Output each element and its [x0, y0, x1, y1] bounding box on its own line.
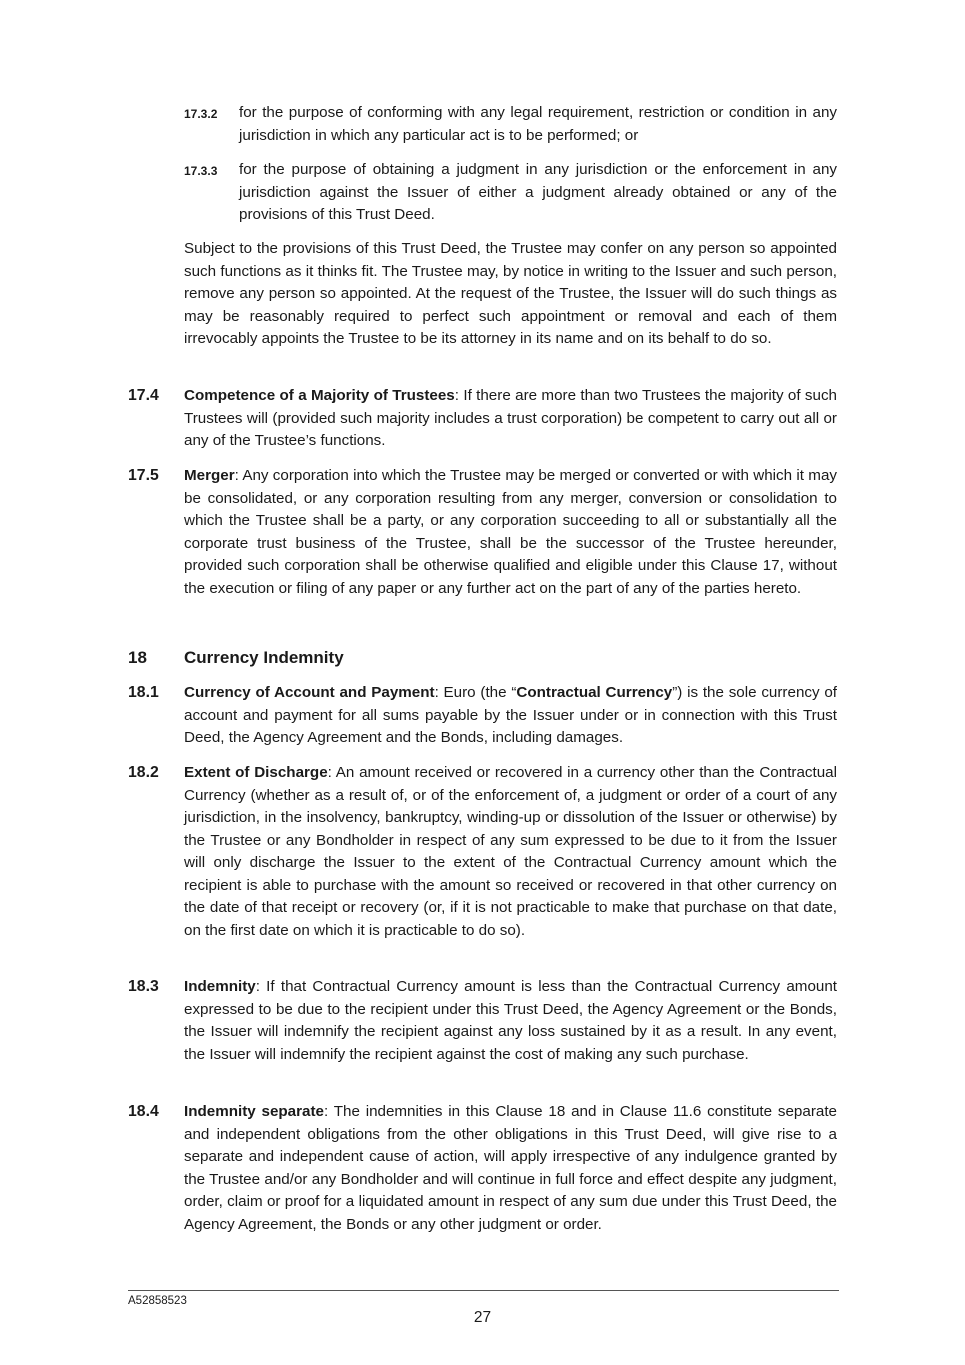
- clause-18-1: [128, 682, 837, 750]
- subclause-17-3-2: [184, 102, 837, 147]
- clause-body: : If there are more than two Trustees the majority of such Trustees will (provided such majority includes a trust corporation) be competent to carry out all or any of the Trustee’s functions.: [184, 387, 838, 449]
- section-number: 18: [128, 648, 147, 667]
- clause-title: Indemnity: [184, 978, 256, 995]
- clause-18-2: [128, 762, 837, 942]
- clause-18-4: [128, 1101, 837, 1236]
- document-reference: A52858523: [128, 1295, 187, 1307]
- clause-text: [184, 976, 837, 1066]
- clause-body: : The indemnities in this Clause 18 and in Clause 11.6 constitute separate and independent obligations from the other obligations in this Trust Deed, will give rise to a separate and independent cause of action, will apply irrespective of any indulgence granted by the Trustee and/or any Bondholder and will continue in full force and effect despite any judgment, order, claim or proof for a liquidated amount in respect of any sum due under this Trust Deed, the Agency Agreement, the Bonds or any other judgment or order.: [184, 1103, 837, 1233]
- clause-body: : Any corporation into which the Trustee may be merged or converted or with which it may be consolidated, or any corporation resulting from any merger, conversion or consolidation to which the Trustee shall be a party, or any corporation succeeding to all or substantially all the corporate trust business of the Trustee, shall be the successor of the Trustee hereunder, provided such corporation shall be otherwise qualified and eligible under this Clause 17, without the execution or filing of any paper or any further act on the part of any of the parties hereto.: [184, 467, 837, 597]
- clause-body-b: ”) is the sole currency of account and payment for all sums payable by the Issuer under or in connection with this Trust Deed, the Agency Agreement and the Bonds, including damages.: [184, 684, 838, 746]
- paragraph-17-3: [184, 238, 837, 351]
- clause-number: 18.4: [128, 1103, 159, 1120]
- clause-title: Merger: [184, 467, 235, 484]
- clause-text: [184, 762, 837, 942]
- clause-17-4: [128, 385, 837, 453]
- page-number: 27: [473, 1309, 492, 1326]
- section-title: Currency Indemnity: [184, 648, 344, 667]
- clause-text: [184, 682, 837, 750]
- clause-title: Competence of a Majority of Trustees: [184, 387, 455, 404]
- clause-18-3: [128, 976, 837, 1066]
- subclause-17-3-3: [184, 159, 837, 227]
- subclause-number: 17.3.2: [184, 107, 218, 121]
- clause-body-a: : Euro (the “: [434, 684, 517, 701]
- clause-number: 17.4: [128, 387, 159, 404]
- clause-text: [184, 465, 837, 600]
- clause-number: 17.5: [128, 467, 159, 484]
- subclause-number: 17.3.3: [184, 164, 218, 178]
- paragraph-text: Subject to the provisions of this Trust Deed, the Trustee may confer on any person so appointed such functions as it thinks fit. The Trustee may, by notice in writing to the Issuer and such person, remove any person so appointed. At the request of the Trustee, the Issuer will do such things as may be reasonably required to perfect such appointment or removal and each of them irrevocably appoints the Trustee to be its attorney in its name and on its behalf to do so.: [184, 240, 837, 347]
- clause-title: Currency of Account and Payment: [184, 684, 435, 701]
- footer-divider: [128, 1290, 839, 1291]
- clause-body: : An amount received or recovered in a currency other than the Contractual Currency (whether as a result of, or of the enforcement of, a judgment or order of a court of any jurisdiction, in the insolvency, bankruptcy, winding-up or dissolution of the Issuer or otherwise) by the Trustee or any Bondholder in respect of any sum expressed to be due to it from the Issuer will only discharge the Issuer to the extent of the Contractual Currency amount which the recipient is able to purchase with the amount so received or recovered in that other currency on the date of that receipt or recovery (or, if it is not practicable to make that purchase on that date, on the first date on which it is practicable to do so).: [184, 764, 837, 939]
- clause-number: 18.3: [128, 978, 159, 995]
- subclause-text: for the purpose of conforming with any legal requirement, restriction or condition in any jurisdiction in which any particular act is to be performed; or: [239, 104, 837, 144]
- clause-title: Indemnity separate: [184, 1103, 324, 1120]
- clause-number: 18.1: [128, 684, 159, 701]
- clause-text: [184, 385, 837, 453]
- clause-title: Extent of Discharge: [184, 764, 328, 781]
- defined-term: Contractual Currency: [516, 684, 673, 701]
- subclause-text: for the purpose of obtaining a judgment in any jurisdiction or the enforcement in any jurisdiction against the Issuer of either a judgment already obtained or any of the provisions of this Trust Deed.: [239, 161, 837, 223]
- clause-body: : If that Contractual Currency amount is less than the Contractual Currency amount expressed to be due to the recipient under this Trust Deed, the Agency Agreement or the Bonds, the Issuer will indemnify the recipient against any loss sustained by it as a result. In any event, the Issuer will indemnify the recipient against the cost of making any such purchase.: [184, 978, 837, 1063]
- clause-number: 18.2: [128, 764, 159, 781]
- clause-text: [184, 1101, 837, 1236]
- clause-17-5: [128, 465, 837, 600]
